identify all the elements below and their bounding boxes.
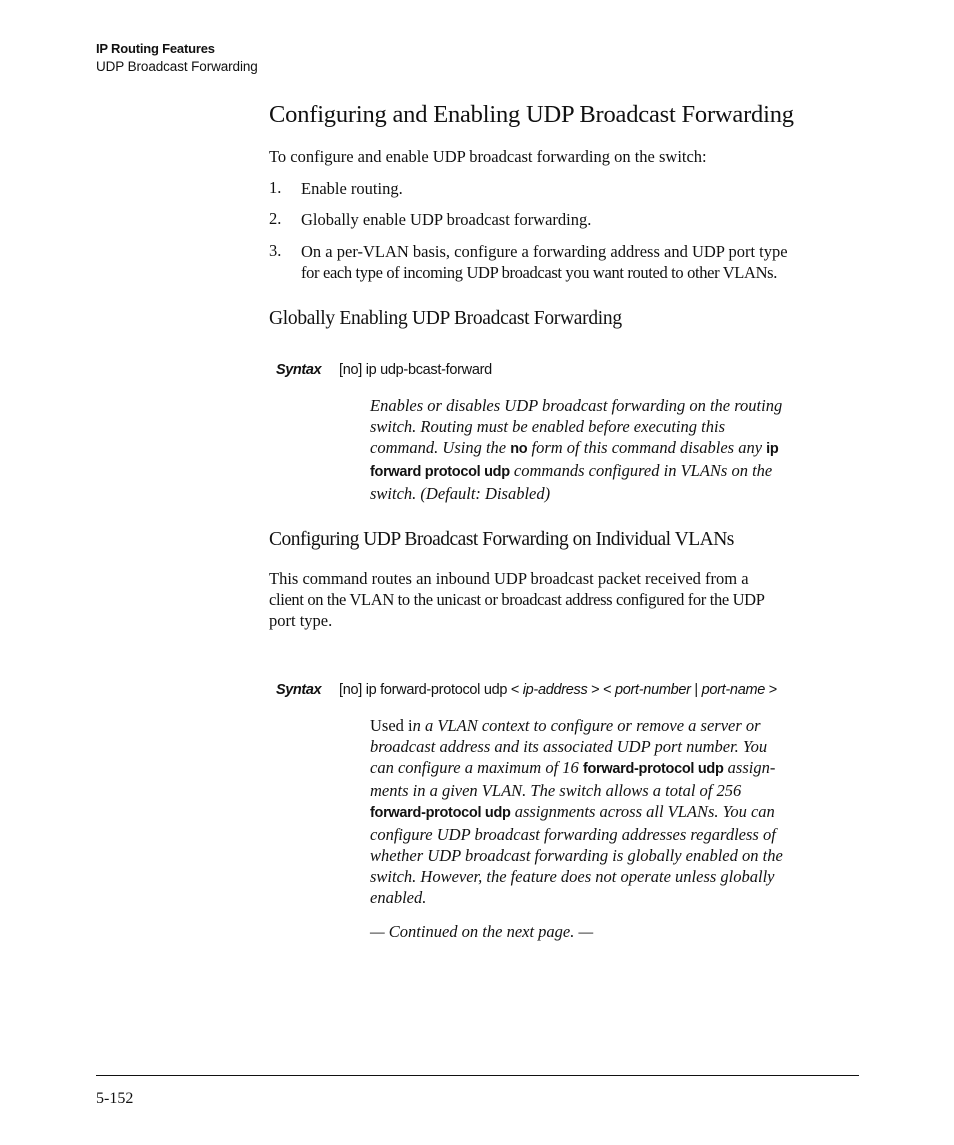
keyword-forward-protocol-udp: forward-protocol udp: [582, 761, 724, 777]
text-fragment: assign-: [723, 758, 776, 777]
keyword-no: no: [510, 441, 528, 457]
running-header-chapter: IP Routing Features: [96, 41, 215, 56]
keyword-forward-protocol-udp: forward protocol udp: [370, 464, 510, 480]
text-fragment: [no] ip forward-protocol udp <: [339, 682, 523, 698]
keyword-forward-protocol-udp: forward-protocol udp: [370, 805, 511, 821]
text-fragment: n a VLAN context to configure or remove a server or: [412, 716, 761, 735]
step-text-line: On a per-VLAN basis, configure a forwarding address and UDP port type: [301, 242, 788, 261]
continued-note: — Continued on the next page. —: [370, 922, 594, 941]
command-description: [370, 395, 860, 504]
step-text: Enable routing.: [301, 179, 403, 198]
text-fragment: >: [765, 682, 777, 698]
command-description: [370, 715, 860, 908]
description-line: switch. However, the feature does not operate unless globally: [370, 867, 775, 886]
step-number: 1.: [269, 178, 282, 197]
text-fragment: command. Using the: [370, 438, 511, 457]
description-line: [370, 437, 860, 460]
syntax-label: Syntax: [276, 362, 322, 378]
description-line: configure UDP broadcast forwarding addresses regardless of: [370, 825, 776, 844]
description-line: ments in a given VLAN. The switch allows a total of 256: [370, 781, 742, 800]
description-line: whether UDP broadcast forwarding is globally enabled on the: [370, 846, 783, 865]
page-number: 5-152: [96, 1090, 134, 1107]
description-line: broadcast address and its associated UDP port number. You: [370, 737, 768, 756]
text-fragment: commands configured in VLANs on the: [509, 461, 773, 480]
keyword-ip: ip: [766, 441, 779, 457]
intro-paragraph: To configure and enable UDP broadcast forwarding on the switch:: [269, 147, 707, 166]
section-heading-vlan: Configuring UDP Broadcast Forwarding on Individual VLANs: [269, 529, 734, 550]
body-line: This command routes an inbound UDP broadcast packet received from a: [269, 569, 749, 588]
text-fragment: assignments across all VLANs. You can: [510, 802, 775, 821]
footer-rule: [96, 1075, 859, 1076]
page-title: Configuring and Enabling UDP Broadcast Forwarding: [269, 101, 794, 128]
text-fragment: can configure a maximum of 16: [370, 758, 583, 777]
description-line: enabled.: [370, 888, 427, 907]
description-line: [370, 801, 860, 824]
text-fragment: |: [690, 682, 702, 698]
param-port-number: port-number: [614, 682, 691, 698]
description-line: switch. (Default: Disabled): [370, 484, 551, 503]
step-text-line: for each type of incoming UDP broadcast you want routed to other VLANs.: [301, 263, 777, 282]
body-line: client on the VLAN to the unicast or broadcast address configured for the UDP: [269, 590, 765, 609]
syntax-command: [339, 682, 777, 698]
syntax-command: [no] ip udp-bcast-forward: [339, 362, 492, 378]
running-header-section: UDP Broadcast Forwarding: [96, 59, 258, 74]
text-fragment: > <: [587, 682, 615, 698]
param-ip-address: ip-address: [522, 682, 588, 698]
step-text: Globally enable UDP broadcast forwarding.: [301, 210, 592, 229]
syntax-label: Syntax: [276, 682, 322, 698]
step-number: 2.: [269, 209, 282, 228]
text-fragment: Used i: [370, 716, 413, 735]
description-line: [370, 460, 860, 483]
description-line: Enables or disables UDP broadcast forwarding on the routing: [370, 396, 783, 415]
step-number: 3.: [269, 241, 282, 260]
vlan-body-paragraph: [269, 568, 864, 631]
text-fragment: form of this command disables any: [527, 438, 767, 457]
description-line: switch. Routing must be enabled before executing this: [370, 417, 725, 436]
param-port-name: port-name: [701, 682, 765, 698]
description-line: [370, 715, 860, 736]
description-line: [370, 757, 860, 780]
section-heading-global: Globally Enabling UDP Broadcast Forwarding: [269, 308, 622, 329]
body-line: port type.: [269, 611, 333, 630]
